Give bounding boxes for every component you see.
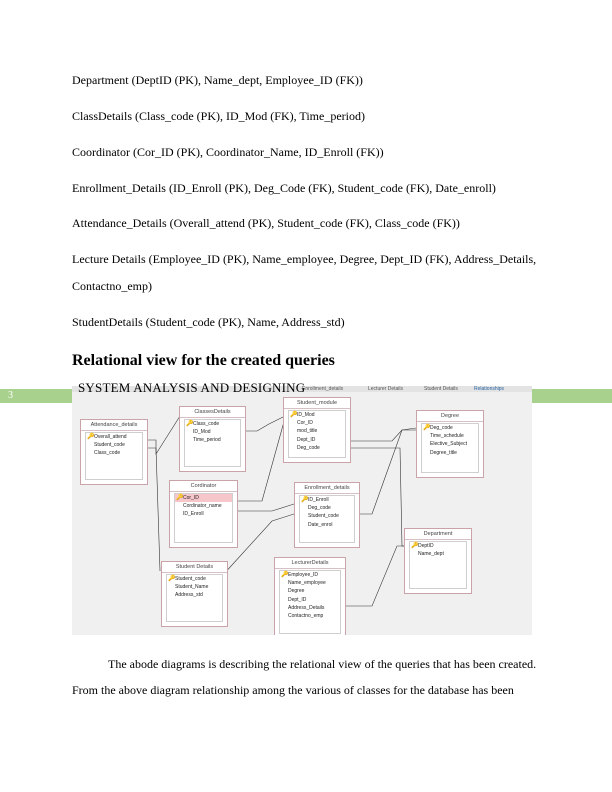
- field-name: Cor_ID: [183, 495, 199, 501]
- section-heading: Relational view for the created queries: [72, 352, 335, 369]
- schema-line-lecture-cont: Contactno_emp): [72, 279, 152, 293]
- field-name: ID_Enroll: [308, 497, 329, 503]
- primary-key-icon: 🔑: [301, 497, 309, 503]
- body-paragraph-line-1: The abode diagrams is describing the relational view of the queries that has been created.: [108, 657, 537, 671]
- field-row[interactable]: [167, 575, 222, 583]
- table-enrollment-details[interactable]: [294, 482, 360, 548]
- field-name: Dept_ID: [297, 436, 316, 443]
- field-row[interactable]: [185, 436, 240, 444]
- table-title: Department: [405, 529, 471, 540]
- field-name: Class_code: [94, 450, 121, 457]
- field-row[interactable]: [86, 441, 142, 449]
- field-row[interactable]: [422, 432, 478, 440]
- table-fields: [288, 410, 346, 458]
- field-row[interactable]: [280, 579, 340, 587]
- field-name: mod_title: [297, 428, 318, 435]
- field-name: Student_code: [175, 576, 206, 582]
- relationship-diagram: [72, 386, 532, 635]
- schema-line-enrollment: Enrollment_Details (ID_Enroll (PK), Deg_Code (FK), Student_code (FK), Date_enroll): [72, 181, 496, 195]
- primary-key-icon: 🔑: [186, 421, 194, 427]
- field-name: Name_dept: [418, 551, 444, 558]
- field-row[interactable]: [410, 542, 466, 550]
- table-fields: [184, 419, 241, 467]
- table-title: Student_module: [284, 398, 350, 409]
- field-row[interactable]: [167, 583, 222, 591]
- field-row[interactable]: [280, 612, 340, 620]
- field-name: Employee_ID: [288, 572, 319, 578]
- schema-line-classdetails: ClassDetails (Class_code (PK), ID_Mod (FK), Time_period): [72, 109, 365, 123]
- primary-key-icon: 🔑: [87, 434, 95, 440]
- table-title: Enrollment_details: [295, 483, 359, 494]
- field-row[interactable]: [300, 521, 354, 529]
- table-cordinator[interactable]: [169, 480, 238, 548]
- field-row[interactable]: [167, 591, 222, 599]
- field-row[interactable]: [185, 420, 240, 428]
- table-fields: [174, 493, 233, 543]
- field-name: Student_code: [308, 513, 339, 520]
- field-row[interactable]: [289, 427, 345, 435]
- table-title: LecturerDetails: [275, 558, 345, 569]
- field-name: Cor_ID: [297, 420, 313, 427]
- table-fields: [166, 574, 223, 622]
- field-row[interactable]: [175, 502, 232, 510]
- schema-line-coordinator: Coordinator (Cor_ID (PK), Coordinator_Name, ID_Enroll (FK)): [72, 145, 384, 159]
- field-name: DeptID: [418, 543, 434, 549]
- rel-attendance-student: [147, 448, 160, 571]
- primary-key-icon: 🔑: [290, 412, 298, 418]
- field-row[interactable]: [289, 411, 345, 419]
- field-row[interactable]: [289, 444, 345, 452]
- field-row[interactable]: [422, 449, 478, 457]
- field-row[interactable]: [280, 587, 340, 595]
- schema-line-attendance: Attendance_Details (Overall_attend (PK), Student_code (FK), Class_code (FK)): [72, 216, 460, 230]
- field-row[interactable]: [86, 433, 142, 441]
- field-name: ID_Mod: [193, 429, 211, 436]
- field-name: Address_Details: [288, 604, 325, 611]
- field-name: Name_employee: [288, 580, 326, 587]
- primary-key-icon: 🔑: [423, 425, 431, 431]
- table-title: Cordinator: [170, 481, 237, 492]
- field-name: Deg_code: [430, 425, 453, 431]
- schema-line-lecture: Lecture Details (Employee_ID (PK), Name_employee, Degree, Dept_ID (FK), Address_Details,: [72, 252, 537, 266]
- table-title: Attendance_details: [81, 420, 147, 431]
- page-number: 3: [8, 390, 13, 401]
- primary-key-icon: 🔑: [168, 576, 176, 582]
- field-name: Elective_Subject: [430, 441, 467, 448]
- field-row[interactable]: [300, 496, 354, 504]
- table-department[interactable]: [404, 528, 472, 594]
- schema-line-department: Department (DeptID (PK), Name_dept, Employee_ID (FK)): [72, 73, 363, 87]
- field-row[interactable]: [289, 436, 345, 444]
- table-classes-details[interactable]: [179, 406, 246, 472]
- table-student-module[interactable]: [283, 397, 351, 463]
- table-fields: [279, 570, 341, 634]
- field-row[interactable]: [280, 604, 340, 612]
- primary-key-icon: 🔑: [281, 572, 289, 578]
- field-row[interactable]: [175, 510, 232, 518]
- field-name: Degree: [288, 588, 305, 595]
- rel-classes-module: [244, 416, 285, 431]
- field-name: Time_schedule: [430, 433, 464, 440]
- field-row[interactable]: [280, 571, 340, 579]
- field-name: Time_period: [193, 437, 221, 444]
- table-lecturer-details[interactable]: [274, 557, 346, 635]
- field-row[interactable]: [86, 449, 142, 457]
- table-degree[interactable]: [416, 410, 484, 478]
- field-name: ID_Enroll: [183, 511, 204, 518]
- field-row[interactable]: [280, 596, 340, 604]
- table-title: Student Details: [162, 562, 227, 573]
- field-name: Overall_attend: [94, 434, 127, 440]
- field-row[interactable]: [300, 512, 354, 520]
- table-student-details[interactable]: [161, 561, 228, 627]
- table-title: ClassesDetails: [180, 407, 245, 418]
- rel-enrollment-degree: [358, 430, 416, 514]
- primary-key-icon: 🔑: [176, 495, 184, 501]
- field-name: Contactno_emp: [288, 613, 324, 620]
- field-name: Student_code: [94, 442, 125, 449]
- field-name: Deg_code: [308, 505, 331, 512]
- field-row[interactable]: [289, 419, 345, 427]
- field-row[interactable]: [422, 424, 478, 432]
- field-row[interactable]: [422, 440, 478, 448]
- table-fields: [421, 423, 479, 473]
- field-name: Deg_code: [297, 444, 320, 451]
- schema-line-studentdetails: StudentDetails (Student_code (PK), Name, Address_std): [72, 315, 345, 329]
- table-title: Degree: [417, 411, 483, 422]
- field-name: Student_Name: [175, 584, 209, 591]
- body-paragraph-line-2: From the above diagram relationship among the various of classes for the database has been: [72, 683, 514, 697]
- running-title: SYSTEM ANALYSIS AND DESIGNING: [78, 380, 306, 395]
- field-row[interactable]: [175, 494, 232, 502]
- rel-lecturer-department: [344, 546, 405, 606]
- field-name: Dept_ID: [288, 596, 307, 603]
- tab-lecturer-details[interactable]: Lecturer Details: [368, 386, 404, 392]
- tab-relationships[interactable]: Relationships: [474, 386, 505, 392]
- rel-cordinator-enrollment: [236, 504, 294, 511]
- field-name: Cordinator_name: [183, 503, 222, 510]
- table-fields: [409, 541, 467, 589]
- table-fields: [299, 495, 355, 543]
- field-name: Class_code: [193, 421, 220, 427]
- field-row[interactable]: [300, 504, 354, 512]
- field-row[interactable]: [410, 550, 466, 558]
- field-name: ID_Mod: [297, 412, 315, 418]
- field-name: Address_std: [175, 592, 203, 599]
- field-name: Degree_title: [430, 449, 457, 456]
- primary-key-icon: 🔑: [411, 543, 419, 549]
- tab-enrollment-details[interactable]: Enrollment_details: [302, 386, 344, 392]
- field-name: Date_enrol: [308, 521, 333, 528]
- table-attendance-details[interactable]: [80, 419, 148, 485]
- field-row[interactable]: [185, 428, 240, 436]
- table-fields: [85, 432, 143, 480]
- tab-student-details[interactable]: Student Details: [424, 386, 458, 392]
